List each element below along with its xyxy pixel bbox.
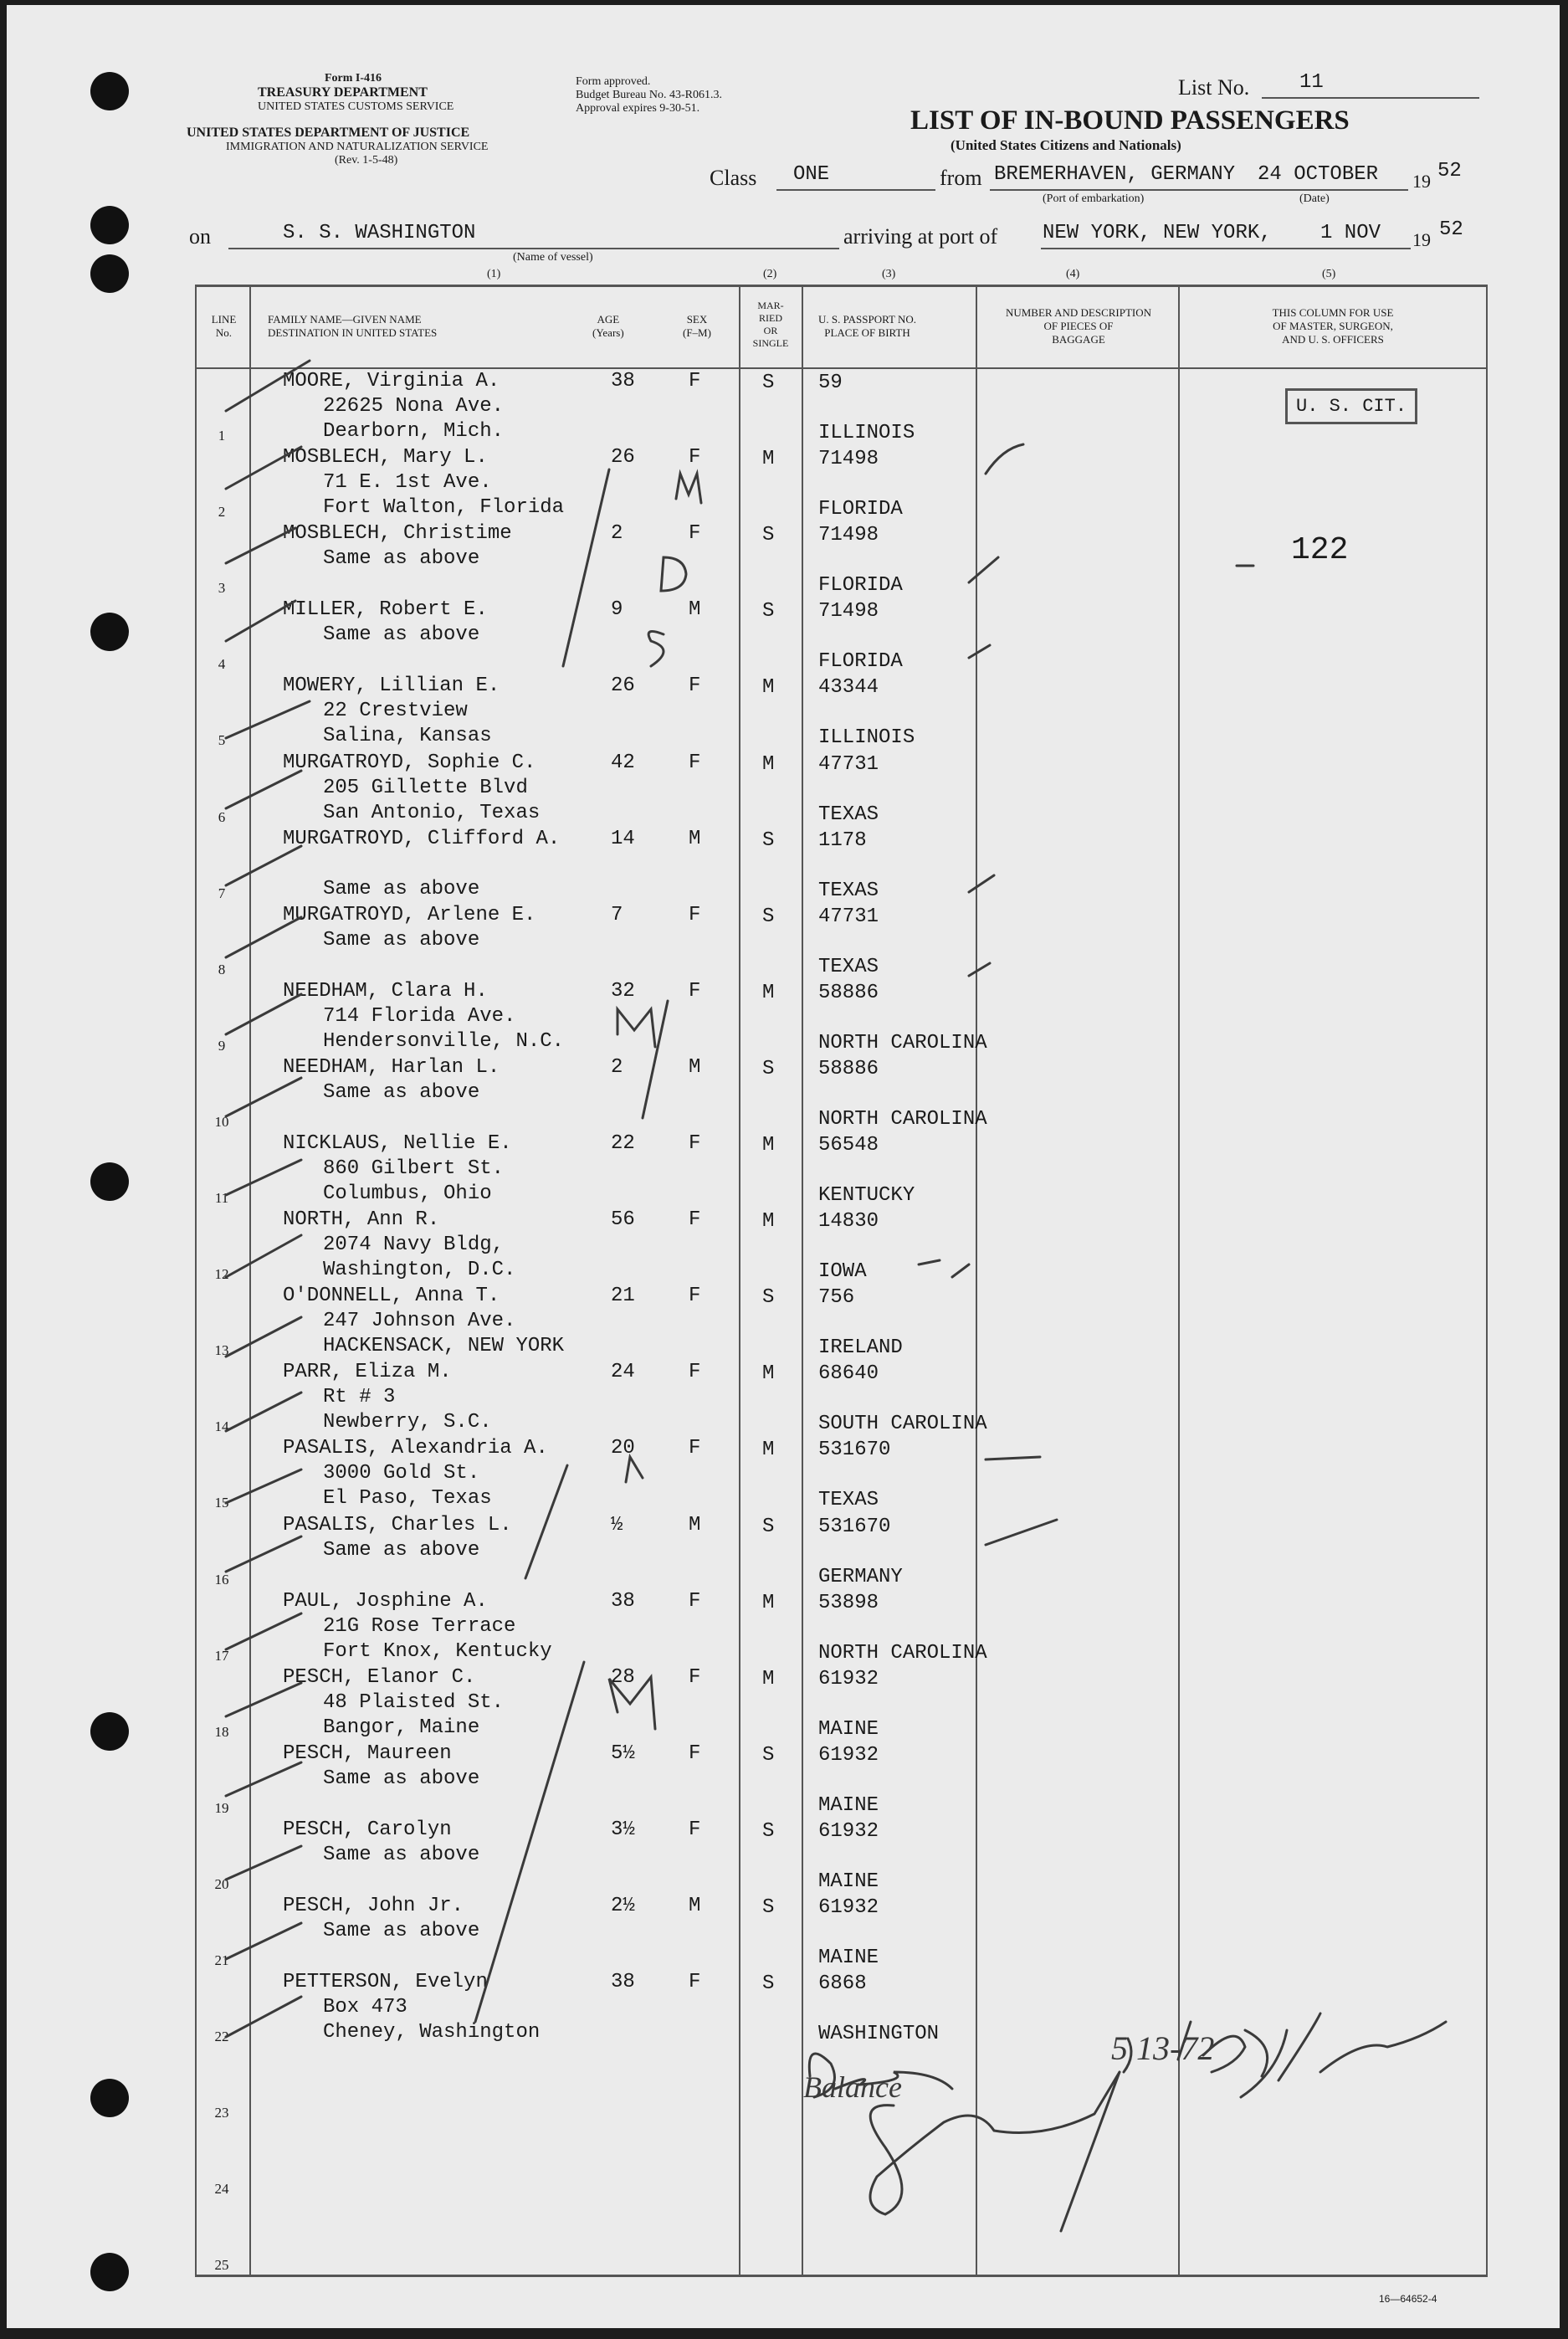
bracket-stroke: [475, 1662, 584, 2022]
arriving-label: arriving at port of: [843, 224, 998, 249]
age: 20: [611, 1437, 635, 1460]
sex: F: [689, 1589, 701, 1613]
place-of-birth: MAINE: [818, 1870, 879, 1893]
passport-number: 47731: [818, 905, 879, 928]
tick-mark: [226, 917, 301, 957]
port-of-embarkation: BREMERHAVEN, GERMANY: [994, 163, 1236, 186]
place-of-birth: NORTH CAROLINA: [818, 1107, 987, 1131]
place-of-birth: MAINE: [818, 1793, 879, 1817]
sex: F: [689, 1971, 701, 1994]
age: 3½: [611, 1818, 635, 1841]
destination-line-1: 3000 Gold St.: [323, 1462, 480, 1485]
passport-number: 59: [818, 372, 843, 394]
tick-mark: [226, 1762, 301, 1796]
place-of-birth: MAINE: [818, 1947, 879, 1969]
destination-line-2: Same as above: [323, 877, 480, 900]
vessel-name: S. S. WASHINGTON: [283, 222, 476, 244]
place-of-birth: NORTH CAROLINA: [818, 1641, 987, 1664]
handwritten-signature: Balance: [803, 2070, 902, 2104]
page-subtitle: (United States Citizens and Nationals): [951, 137, 1181, 153]
bracket-stroke: [643, 1001, 668, 1118]
age: 5½: [611, 1741, 635, 1765]
passport-number: 61932: [818, 1743, 879, 1767]
arrival-year-prefix: 19: [1412, 229, 1431, 250]
line-number: 5: [218, 732, 226, 749]
col-header-passport: U. S. PASSPORT NO. PLACE OF BIRTH: [818, 313, 916, 339]
year-prefix: 19: [1412, 171, 1431, 192]
marital-status: M: [762, 752, 775, 776]
col-header-baggage: NUMBER AND DESCRIPTION OF PIECES OF BAGGAGE: [1005, 306, 1152, 346]
passport-number: 756: [818, 1286, 855, 1310]
destination-line-2: HACKENSACK, NEW YORK: [323, 1335, 565, 1358]
age: 2½: [611, 1895, 635, 1917]
line-number: 18: [214, 1723, 229, 1740]
marital-status: S: [762, 1286, 775, 1310]
line-number: 1: [218, 428, 226, 444]
destination-line-1: Same as above: [323, 623, 480, 647]
passport-number: 71498: [818, 600, 879, 623]
officer-count: 122: [1291, 532, 1349, 568]
passenger-name: PASALIS, Charles L.: [283, 1513, 512, 1536]
passenger-name: PARR, Eliza M.: [283, 1361, 452, 1384]
col-header-name: FAMILY NAME—GIVEN NAME DESTINATION IN UNITED STATES: [268, 313, 438, 339]
destination-line-2: Salina, Kansas: [323, 725, 492, 748]
passenger-name: PESCH, Elanor C.: [283, 1665, 476, 1689]
marital-status: S: [762, 372, 775, 394]
passport-number: 53898: [818, 1591, 879, 1614]
approval-line: Approval expires 9-30-51.: [576, 102, 700, 115]
arrival-port: NEW YORK, NEW YORK,: [1043, 222, 1272, 244]
col-header-officers: THIS COLUMN FOR USE OF MASTER, SURGEON, AND U. S. OFFICERS: [1272, 306, 1394, 346]
destination-line-1: Same as above: [323, 1767, 480, 1790]
marital-status: S: [762, 524, 775, 547]
tick-mark: [226, 1997, 301, 2037]
sex: F: [689, 1818, 701, 1841]
line-number: 4: [218, 656, 226, 673]
place-of-birth: IRELAND: [818, 1336, 903, 1360]
destination-line-1: 22 Crestview: [323, 700, 468, 723]
line-number: 22: [214, 2029, 229, 2045]
destination-line-2: Cheney, Washington: [323, 2021, 541, 2044]
col-number: (3): [882, 268, 896, 280]
passport-number: 68640: [818, 1362, 879, 1386]
destination-line-1: Same as above: [323, 928, 480, 952]
age: 26: [611, 675, 635, 698]
sex: M: [689, 1055, 701, 1079]
destination-line-1: Same as above: [323, 1843, 480, 1866]
line-number: 24: [214, 2181, 229, 2198]
on-label: on: [189, 224, 211, 249]
marital-status: M: [762, 448, 775, 471]
marital-status: M: [762, 1362, 775, 1386]
line-number: 7: [218, 885, 226, 901]
sex: F: [689, 370, 701, 392]
col-number: (5): [1322, 268, 1336, 280]
place-of-birth: TEXAS: [818, 1489, 879, 1512]
line-number: 12: [214, 1266, 229, 1283]
passenger-name: O'DONNELL, Anna T.: [283, 1285, 500, 1308]
age: 38: [611, 370, 635, 392]
passenger-name: MURGATROYD, Sophie C.: [283, 751, 536, 774]
page-title: LIST OF IN-BOUND PASSENGERS: [910, 105, 1350, 136]
destination-line-2: Dearborn, Mich.: [323, 420, 505, 443]
col-header-age: AGE (Years): [592, 313, 624, 339]
tick-mark: [226, 1683, 301, 1716]
passenger-name: NICKLAUS, Nellie E.: [283, 1132, 512, 1155]
destination-line-1: 2074 Navy Bldg,: [323, 1234, 505, 1257]
passenger-name: MOORE, Virginia A.: [283, 370, 500, 392]
col-header-married: MAR- RIED OR SINGLE: [752, 300, 789, 349]
marital-status: S: [762, 1515, 775, 1538]
manifest-page: [7, 5, 1560, 2328]
age: 7: [611, 903, 623, 926]
passport-number: 71498: [818, 524, 879, 547]
col-number: (2): [763, 268, 777, 280]
age: 38: [611, 1971, 635, 1994]
tick-mark: [226, 361, 310, 411]
passport-number: 58886: [818, 981, 879, 1004]
destination-line-2: Fort Knox, Kentucky: [323, 1639, 552, 1663]
marital-status: M: [762, 1667, 775, 1690]
marital-status: M: [762, 1439, 775, 1462]
tick-mark: [226, 528, 295, 563]
sex: F: [689, 675, 701, 698]
destination-line-1: Same as above: [323, 1080, 480, 1104]
passenger-name: PASALIS, Alexandria A.: [283, 1437, 548, 1460]
age: 42: [611, 751, 635, 774]
col-header-sex: SEX (F–M): [683, 313, 711, 339]
sex: F: [689, 522, 701, 546]
age: 22: [611, 1132, 635, 1155]
class-label: Class: [710, 166, 757, 190]
place-of-birth: TEXAS: [818, 803, 879, 826]
line-number: 11: [214, 1190, 229, 1206]
age: 2: [611, 1055, 623, 1079]
passenger-name: MOSBLECH, Christime: [283, 522, 512, 546]
passport-number: 43344: [818, 676, 879, 700]
destination-line-1: Same as above: [323, 547, 480, 571]
passenger-name: PESCH, John Jr.: [283, 1895, 464, 1917]
line-number: 20: [214, 1875, 229, 1892]
place-of-birth: KENTUCKY: [818, 1184, 915, 1207]
line-number: 6: [218, 808, 226, 825]
line-number: 17: [214, 1647, 229, 1664]
place-of-birth: GERMANY: [818, 1565, 903, 1588]
place-of-birth: MAINE: [818, 1717, 879, 1741]
passport-number: 61932: [818, 1667, 879, 1690]
marital-status: M: [762, 981, 775, 1004]
destination-line-2: Washington, D.C.: [323, 1259, 516, 1282]
passport-number: 71498: [818, 448, 879, 471]
sex: F: [689, 1665, 701, 1689]
tick-mark: [226, 447, 301, 489]
sex: F: [689, 1132, 701, 1155]
age: 14: [611, 827, 635, 850]
destination-line-1: 71 E. 1st Ave.: [323, 471, 492, 495]
place-of-birth: FLORIDA: [818, 650, 903, 674]
passenger-name: NEEDHAM, Harlan L.: [283, 1055, 500, 1079]
tick-mark: [226, 1317, 301, 1357]
marital-status: S: [762, 828, 775, 852]
tick-mark: [226, 771, 301, 808]
approval-line: Form approved.: [576, 75, 651, 88]
destination-line-2: San Antonio, Texas: [323, 801, 541, 824]
form-number: Form I-416: [325, 72, 382, 85]
passport-number: 531670: [818, 1439, 891, 1462]
tick-mark: [226, 601, 295, 641]
from-label: from: [940, 166, 982, 190]
line-number: 21: [214, 1952, 229, 1968]
passport-number: 14830: [818, 1210, 879, 1234]
bracket-stroke: [525, 1465, 567, 1578]
place-of-birth: FLORIDA: [818, 574, 903, 598]
tick-mark: [226, 1846, 301, 1880]
list-no-label: List No.: [1178, 75, 1250, 100]
passport-number: 56548: [818, 1134, 879, 1157]
sex: F: [689, 446, 701, 469]
tick-mark: [226, 1393, 301, 1431]
line-number: 15: [214, 1495, 229, 1511]
tick-mark: [226, 1613, 301, 1649]
place-of-birth: ILLINOIS: [818, 726, 915, 750]
passenger-name: MURGATROYD, Arlene E.: [283, 903, 536, 926]
passenger-name: PAUL, Josphine A.: [283, 1589, 488, 1613]
sex: M: [689, 1513, 701, 1536]
marital-status: M: [762, 1134, 775, 1157]
sex: F: [689, 751, 701, 774]
destination-line-1: 205 Gillette Blvd: [323, 776, 528, 799]
vessel-caption: (Name of vessel): [513, 251, 593, 264]
destination-line-2: Newberry, S.C.: [323, 1411, 492, 1434]
line-number: 10: [214, 1113, 229, 1130]
destination-line-1: Same as above: [323, 1920, 480, 1942]
marital-status: S: [762, 1896, 775, 1919]
tick-mark: [226, 1470, 301, 1503]
sex: F: [689, 1437, 701, 1460]
handwritten-annotations: [7, 5, 1560, 2328]
arrival-date: 1 NOV: [1320, 222, 1381, 244]
sex: F: [689, 1285, 701, 1308]
departure-date: 24 OCTOBER: [1258, 163, 1379, 186]
sex: M: [689, 827, 701, 850]
destination-line-1: Box 473: [323, 1996, 407, 2019]
passport-number: 47731: [818, 752, 879, 776]
passenger-name: NORTH, Ann R.: [283, 1208, 440, 1232]
destination-line-2: Bangor, Maine: [323, 1716, 480, 1739]
marital-status: M: [762, 1210, 775, 1234]
age: 38: [611, 1589, 635, 1613]
passenger-name: PESCH, Maureen: [283, 1741, 452, 1765]
place-of-birth: SOUTH CAROLINA: [818, 1413, 987, 1436]
age: 32: [611, 979, 635, 1003]
place-of-birth: IOWA: [818, 1260, 867, 1284]
passenger-name: MURGATROYD, Clifford A.: [283, 827, 561, 850]
passenger-name: PESCH, Carolyn: [283, 1818, 452, 1841]
treasury-label: TREASURY DEPARTMENT: [258, 85, 428, 100]
signature-stroke: [1241, 2013, 1446, 2097]
line-number: 9: [218, 1037, 226, 1054]
age: 2: [611, 522, 623, 546]
passenger-name: MOWERY, Lillian E.: [283, 675, 500, 698]
tick-mark: [226, 1923, 301, 1959]
place-of-birth: NORTH CAROLINA: [818, 1031, 987, 1054]
place-of-birth: TEXAS: [818, 879, 879, 902]
date-caption: (Date): [1299, 192, 1330, 205]
sex: F: [689, 979, 701, 1003]
signature-stroke: [870, 2072, 1120, 2214]
col-number: (1): [487, 268, 501, 280]
list-no-value: 11: [1299, 71, 1324, 94]
passport-number: 61932: [818, 1896, 879, 1919]
age: ½: [611, 1513, 623, 1536]
passport-number: 58886: [818, 1057, 879, 1080]
sex: F: [689, 1208, 701, 1232]
marital-status: M: [762, 676, 775, 700]
destination-line-2: Fort Walton, Florida: [323, 496, 565, 520]
marital-status: S: [762, 1743, 775, 1767]
handwritten-note: 5 13-72: [1111, 2029, 1215, 2067]
passport-number: 531670: [818, 1515, 891, 1538]
col-number: (4): [1066, 268, 1080, 280]
place-of-birth: TEXAS: [818, 955, 879, 978]
sex: F: [689, 1361, 701, 1384]
line-number: 14: [214, 1418, 229, 1435]
passport-number: 1178: [818, 828, 867, 852]
destination-line-1: Rt # 3: [323, 1386, 396, 1409]
place-of-birth: FLORIDA: [818, 498, 903, 521]
sex: M: [689, 598, 701, 622]
destination-line-2: El Paso, Texas: [323, 1487, 492, 1511]
passport-number: 6868: [818, 1972, 867, 1996]
destination-line-2: Columbus, Ohio: [323, 1182, 492, 1205]
destination-line-2: Hendersonville, N.C.: [323, 1029, 565, 1053]
tick-mark: [226, 1536, 301, 1572]
justice-label: UNITED STATES DEPARTMENT OF JUSTICE: [187, 126, 470, 140]
revision: (Rev. 1-5-48): [335, 154, 398, 167]
marital-status: S: [762, 905, 775, 928]
destination-line-1: 48 Plaisted St.: [323, 1690, 505, 1714]
customs-label: UNITED STATES CUSTOMS SERVICE: [258, 100, 454, 113]
line-number: 13: [214, 1342, 229, 1359]
marital-status: S: [762, 600, 775, 623]
port-caption: (Port of embarkation): [1043, 192, 1145, 205]
destination-line-1: 860 Gilbert St.: [323, 1157, 505, 1180]
destination-line-1: 21G Rose Terrace: [323, 1614, 516, 1638]
age: 28: [611, 1665, 635, 1689]
ins-label: IMMIGRATION AND NATURALIZATION SERVICE: [226, 141, 489, 153]
tick-mark: [226, 994, 301, 1034]
footer-code: 16—64652-4: [1379, 2293, 1437, 2305]
marital-status: S: [762, 1819, 775, 1843]
line-number: 23: [214, 2105, 229, 2121]
passenger-name: MOSBLECH, Mary L.: [283, 446, 488, 469]
line-number: 16: [214, 1571, 229, 1588]
tick-mark: [226, 1160, 301, 1195]
age: 24: [611, 1361, 635, 1384]
approval-line: Budget Bureau No. 43-R061.3.: [576, 89, 722, 101]
marital-status: M: [762, 1591, 775, 1614]
col-header-line: LINE No.: [211, 313, 237, 339]
bracket-stroke: [563, 469, 609, 666]
sex: M: [689, 1895, 701, 1917]
class-value: ONE: [793, 163, 830, 186]
line-number: 3: [218, 580, 226, 597]
line-number: 8: [218, 961, 226, 977]
age: 26: [611, 446, 635, 469]
age: 56: [611, 1208, 635, 1232]
tick-mark: [226, 846, 301, 885]
arrival-year-suffix: 52: [1439, 218, 1463, 241]
destination-line-1: 247 Johnson Ave.: [323, 1310, 516, 1333]
us-citizen-stamp: U. S. CIT.: [1285, 388, 1417, 424]
year-suffix: 52: [1437, 160, 1462, 182]
tick-mark: [226, 1078, 301, 1116]
age: 9: [611, 598, 623, 622]
place-of-birth: WASHINGTON: [818, 2023, 940, 2046]
tick-mark: [226, 1235, 301, 1277]
line-number: 25: [214, 2257, 229, 2274]
sex: F: [689, 1741, 701, 1765]
sex: F: [689, 903, 701, 926]
passport-number: 61932: [818, 1819, 879, 1843]
destination-line-1: 714 Florida Ave.: [323, 1004, 516, 1028]
tick-mark: [226, 701, 310, 738]
line-number: 2: [218, 504, 226, 521]
passenger-name: MILLER, Robert E.: [283, 598, 488, 622]
line-number: 19: [214, 1799, 229, 1816]
marital-status: S: [762, 1972, 775, 1996]
destination-line-1: 22625 Nona Ave.: [323, 395, 505, 418]
place-of-birth: ILLINOIS: [818, 422, 915, 444]
passenger-name: PETTERSON, Evelyn: [283, 1971, 488, 1994]
marital-status: S: [762, 1057, 775, 1080]
age: 21: [611, 1285, 635, 1308]
destination-line-1: Same as above: [323, 1538, 480, 1562]
passenger-name: NEEDHAM, Clara H.: [283, 979, 488, 1003]
